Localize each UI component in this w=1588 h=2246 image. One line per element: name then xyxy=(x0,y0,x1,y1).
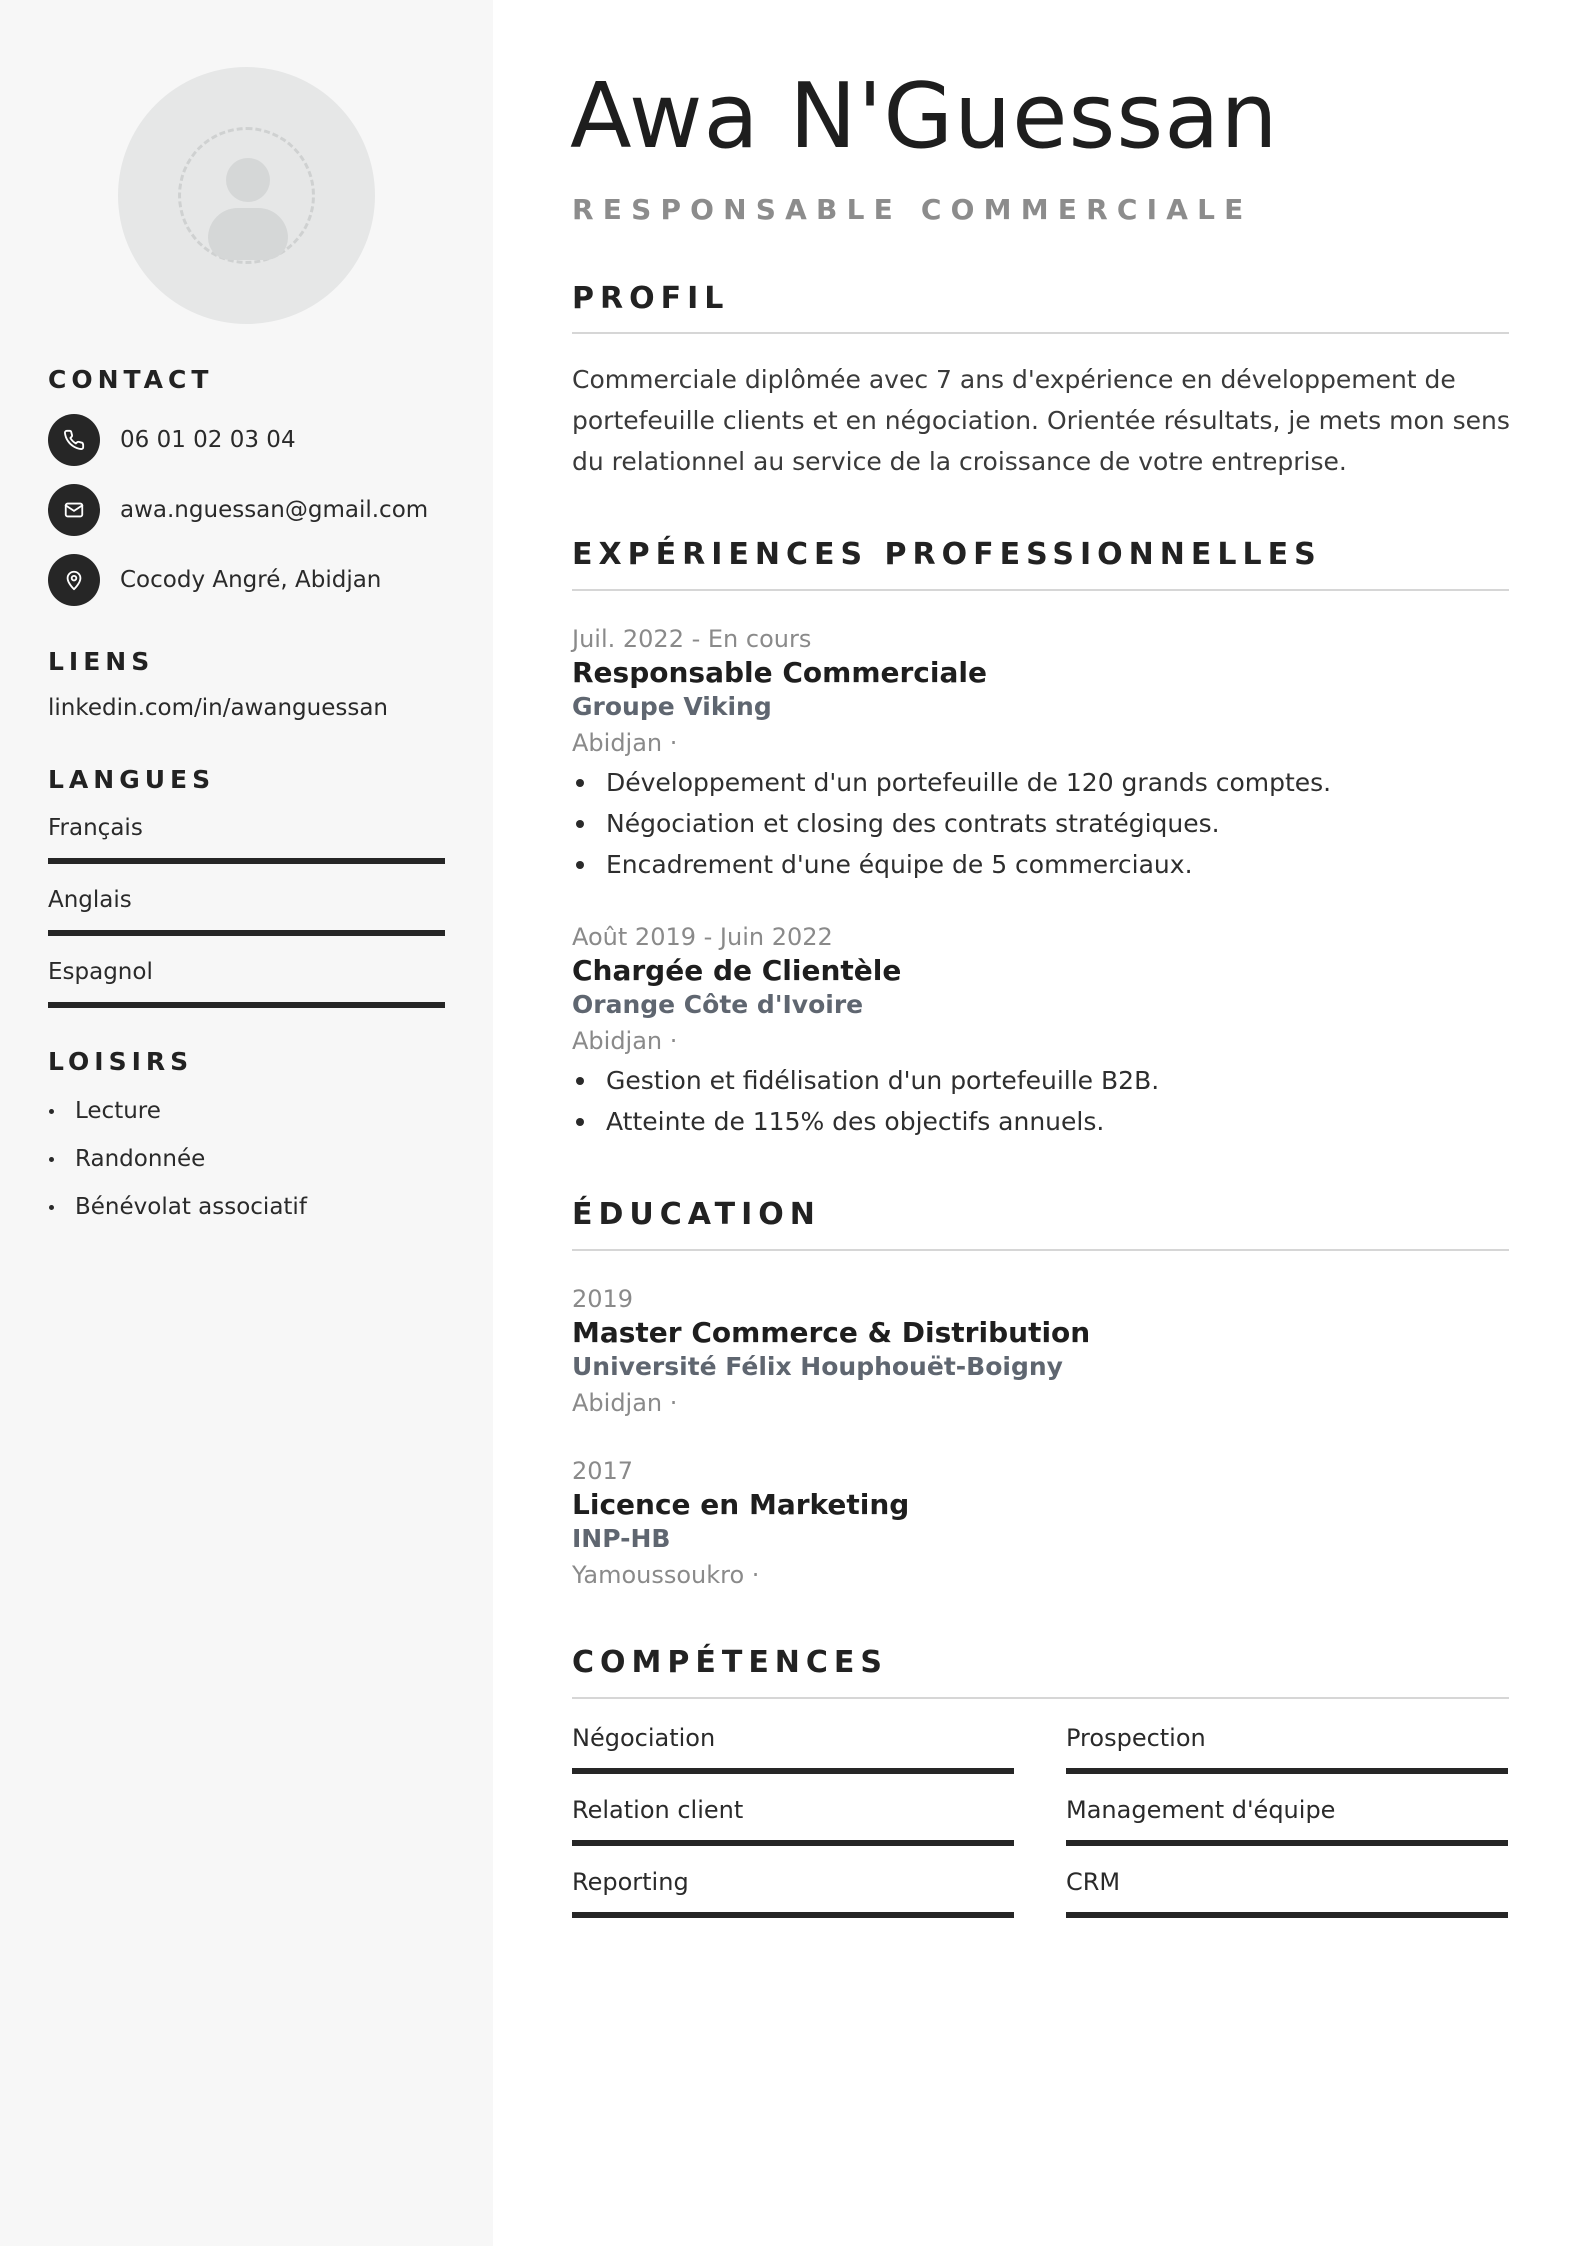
profile-line: Commerciale diplômée avec 7 ans d'expérience en développement de xyxy=(572,365,1456,394)
experience-bullet xyxy=(572,768,1331,797)
experience-date: Juil. 2022 - En cours xyxy=(572,625,812,653)
skill-level-bar xyxy=(572,1912,1014,1918)
experience-bullet xyxy=(572,1066,1159,1095)
experience-date: Août 2019 - Juin 2022 xyxy=(572,923,833,951)
skill-label: CRM xyxy=(1066,1868,1121,1896)
user-placeholder-icon xyxy=(178,127,315,264)
address: Cocody Angré, Abidjan xyxy=(120,567,382,593)
language-label: Espagnol xyxy=(48,959,153,985)
experience-company: Groupe Viking xyxy=(572,692,772,721)
skill-item xyxy=(1066,1724,1508,1752)
bullet-text: Gestion et fidélisation d'un portefeuille B2B. xyxy=(606,1066,1160,1095)
bullet-icon xyxy=(576,1118,584,1126)
experience-bullet xyxy=(572,1107,1104,1136)
bullet-icon xyxy=(576,861,584,869)
bullet-text: Encadrement d'une équipe de 5 commerciaux. xyxy=(606,850,1193,879)
bullet-icon xyxy=(576,820,584,828)
language-label: Anglais xyxy=(48,887,132,913)
skill-item xyxy=(1066,1796,1508,1824)
profile-summary xyxy=(572,359,1512,482)
contact-address xyxy=(48,554,381,606)
education-degree: Master Commerce & Distribution xyxy=(572,1316,1091,1349)
hobby-item xyxy=(48,1194,307,1220)
bullet-text: Développement d'un portefeuille de 120 grands comptes. xyxy=(606,768,1332,797)
experience-title: Responsable Commerciale xyxy=(572,656,987,689)
skill-item xyxy=(572,1724,1014,1752)
language-level-bar xyxy=(48,858,445,864)
contact-phone xyxy=(48,414,296,466)
bullet-icon xyxy=(576,1077,584,1085)
links-heading: LIENS xyxy=(48,647,155,676)
hobbies-heading: LOISIRS xyxy=(48,1047,194,1076)
experience-bullet xyxy=(572,809,1220,838)
section-divider xyxy=(572,589,1509,591)
profile-line: portefeuille clients et en négociation. Orientée résultats, je mets mon sens xyxy=(572,406,1510,435)
phone-number: 06 01 02 03 04 xyxy=(120,427,296,453)
email-address[interactable]: awa.nguessan@gmail.com xyxy=(120,497,429,523)
experience-title: Chargée de Clientèle xyxy=(572,954,902,987)
hobby-item xyxy=(48,1146,205,1172)
language-level-bar xyxy=(48,1002,445,1008)
language-item xyxy=(48,815,445,841)
skill-label: Management d'équipe xyxy=(1066,1796,1336,1824)
phone-icon xyxy=(48,414,100,466)
skill-level-bar xyxy=(572,1768,1014,1774)
language-item xyxy=(48,887,445,913)
hobby-label: Bénévolat associatif xyxy=(75,1194,307,1220)
skill-label: Relation client xyxy=(572,1796,744,1824)
job-title: RESPONSABLE COMMERCIALE xyxy=(572,193,1253,226)
avatar xyxy=(118,67,375,324)
education-school: INP-HB xyxy=(572,1524,671,1553)
experience-location: Abidjan · xyxy=(572,729,678,757)
skill-item xyxy=(1066,1868,1508,1896)
profile-line: du relationnel au service de la croissance de votre entreprise. xyxy=(572,447,1347,476)
experience-heading: EXPÉRIENCES PROFESSIONNELLES xyxy=(572,537,1322,572)
hobby-item xyxy=(48,1098,161,1124)
bullet-icon xyxy=(49,1205,54,1210)
mail-icon xyxy=(48,484,100,536)
education-school: Université Félix Houphouët-Boigny xyxy=(572,1352,1063,1381)
experience-location: Abidjan · xyxy=(572,1027,678,1055)
linkedin-link[interactable]: linkedin.com/in/awanguessan xyxy=(48,695,389,721)
bullet-icon xyxy=(49,1157,54,1162)
skill-label: Négociation xyxy=(572,1724,716,1752)
experience-bullet xyxy=(572,850,1193,879)
bullet-icon xyxy=(49,1109,54,1114)
skill-item xyxy=(572,1868,1014,1896)
contact-email xyxy=(48,484,428,536)
education-date: 2017 xyxy=(572,1457,634,1485)
section-divider xyxy=(572,1249,1509,1251)
section-divider xyxy=(572,332,1509,334)
skill-label: Prospection xyxy=(1066,1724,1206,1752)
bullet-text: Atteinte de 115% des objectifs annuels. xyxy=(606,1107,1105,1136)
skill-level-bar xyxy=(572,1840,1014,1846)
education-heading: ÉDUCATION xyxy=(572,1197,821,1232)
skill-level-bar xyxy=(1066,1912,1508,1918)
hobby-label: Randonnée xyxy=(75,1146,206,1172)
education-degree: Licence en Marketing xyxy=(572,1488,910,1521)
skill-level-bar xyxy=(1066,1768,1508,1774)
language-level-bar xyxy=(48,930,445,936)
education-date: 2019 xyxy=(572,1285,634,1313)
language-label: Français xyxy=(48,815,143,841)
sidebar xyxy=(0,0,493,2246)
candidate-name: Awa N'Guessan xyxy=(570,64,1279,169)
bullet-icon xyxy=(576,779,584,787)
education-location: Abidjan · xyxy=(572,1389,678,1417)
contact-heading: CONTACT xyxy=(48,365,214,394)
section-divider xyxy=(572,1697,1509,1699)
experience-company: Orange Côte d'Ivoire xyxy=(572,990,864,1019)
language-item xyxy=(48,959,445,985)
hobby-label: Lecture xyxy=(75,1098,161,1124)
location-pin-icon xyxy=(48,554,100,606)
skills-heading: COMPÉTENCES xyxy=(572,1645,889,1680)
skill-level-bar xyxy=(1066,1840,1508,1846)
education-location: Yamoussoukro · xyxy=(572,1561,760,1589)
languages-heading: LANGUES xyxy=(48,765,216,794)
profile-heading: PROFIL xyxy=(572,281,730,316)
bullet-text: Négociation et closing des contrats stratégiques. xyxy=(606,809,1220,838)
skill-label: Reporting xyxy=(572,1868,689,1896)
skill-item xyxy=(572,1796,1014,1824)
